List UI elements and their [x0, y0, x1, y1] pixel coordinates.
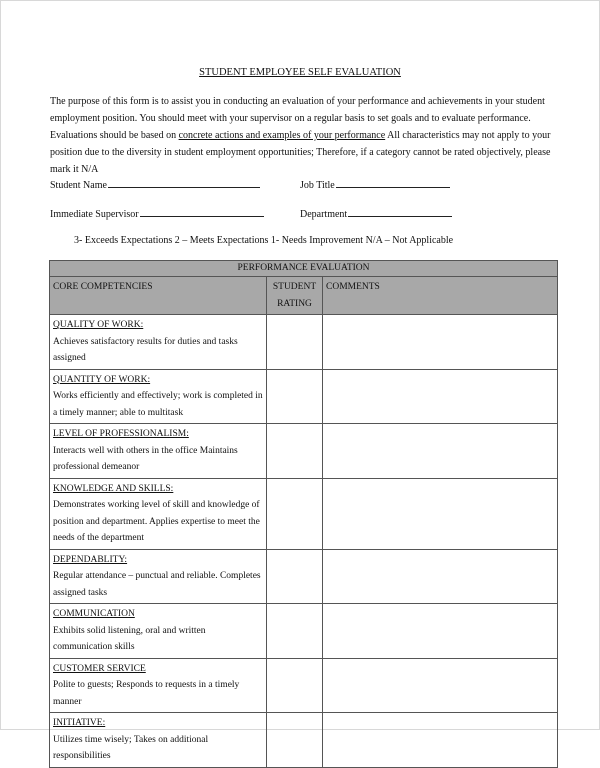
intro-paragraph: [50, 93, 555, 178]
student-name-field[interactable]: [50, 177, 260, 191]
comments-cell[interactable]: [323, 713, 558, 768]
rating-cell[interactable]: [267, 549, 323, 604]
table-header-row: [50, 277, 558, 315]
comments-cell[interactable]: [323, 478, 558, 549]
job-title-label: Job Title: [300, 180, 335, 191]
table-row: [50, 424, 558, 479]
header-core-competencies: CORE COMPETENCIES: [50, 277, 267, 315]
rating-cell[interactable]: [267, 604, 323, 659]
comments-cell[interactable]: [323, 604, 558, 659]
comments-cell[interactable]: [323, 658, 558, 713]
comments-cell[interactable]: [323, 315, 558, 370]
rating-cell[interactable]: [267, 315, 323, 370]
table-row: [50, 315, 558, 370]
comments-cell[interactable]: [323, 424, 558, 479]
comments-cell[interactable]: [323, 369, 558, 424]
field-row-supervisor-dept: [50, 206, 555, 222]
competency-description: Interacts well with others in the office Maintains professional demeanor: [53, 445, 238, 472]
table-row: [50, 604, 558, 659]
rating-scale-legend: 3- Exceeds Expectations 2 – Meets Expectations 1- Needs Improvement N/A – Not Applicable: [74, 235, 454, 246]
competency-description: Utilizes time wisely; Takes on additional responsibilities: [53, 734, 209, 761]
competency-category: KNOWLEDGE AND SKILLS:: [53, 483, 174, 494]
competency-cell: [50, 315, 267, 370]
competency-cell: [50, 369, 267, 424]
department-label: Department: [300, 209, 348, 220]
department-field[interactable]: [300, 206, 452, 220]
table-banner: PERFORMANCE EVALUATION: [50, 261, 558, 277]
document-title: STUDENT EMPLOYEE SELF EVALUATION: [199, 67, 401, 78]
job-title-field[interactable]: [300, 177, 450, 191]
immediate-supervisor-blank[interactable]: [140, 206, 264, 217]
table-row: [50, 369, 558, 424]
competency-category: DEPENDABLITY:: [53, 554, 128, 565]
table-banner-row: [50, 261, 558, 277]
competency-category: COMMUNICATION: [53, 609, 135, 619]
competency-description: Works efficiently and effectively; work is completed in a timely manner; able to multitask: [53, 391, 263, 418]
competency-cell: [50, 658, 267, 713]
competency-cell: [50, 424, 267, 479]
competency-cell: [50, 713, 267, 768]
job-title-blank[interactable]: [336, 177, 450, 188]
competency-description: Exhibits solid listening, oral and written communication skills: [53, 625, 206, 652]
table-row: [50, 658, 558, 713]
header-student-rating: STUDENT RATING: [267, 277, 323, 315]
table-row: [50, 478, 558, 549]
rating-cell[interactable]: [267, 478, 323, 549]
intro-text-part1: The purpose of this form is to assist you in conducting an evaluation of your performance and achievements in your student employment position. You should meet with your supervisor on a regular basis to set goals and to evaluate performance. Evaluations should be based on: [50, 96, 545, 141]
table-row: [50, 713, 558, 768]
rating-cell[interactable]: [267, 713, 323, 768]
student-name-label: Student Name: [50, 180, 107, 191]
competency-category: QUANTITY OF WORK:: [53, 374, 151, 385]
competency-category: QUALITY OF WORK:: [53, 320, 144, 330]
competency-category: CUSTOMER SERVICE: [53, 663, 146, 674]
rating-cell[interactable]: [267, 369, 323, 424]
department-blank[interactable]: [348, 206, 452, 217]
competency-cell: [50, 549, 267, 604]
competency-cell: [50, 478, 267, 549]
header-comments: COMMENTS: [323, 277, 558, 315]
competency-description: Polite to guests; Responds to requests in a timely manner: [53, 680, 240, 707]
field-row-name-job: [50, 177, 555, 193]
table-row: [50, 549, 558, 604]
rating-cell[interactable]: [267, 658, 323, 713]
competency-category: LEVEL OF PROFESSIONALISM:: [53, 429, 189, 439]
intro-underlined-text: concrete actions and examples of your performance: [178, 130, 386, 141]
competency-description: Regular attendance – punctual and reliable. Completes assigned tasks: [53, 571, 261, 598]
competency-description: Demonstrates working level of skill and knowledge of position and department. Applies expertise to meet the needs of the department: [53, 500, 260, 543]
immediate-supervisor-label: Immediate Supervisor: [50, 209, 139, 220]
immediate-supervisor-field[interactable]: [50, 206, 264, 220]
comments-cell[interactable]: [323, 549, 558, 604]
intro-text-part2: All characteristics may not apply to your position due to the diversity in student employment opportunities; Therefore, if a category cannot be rated objectively, please mark it N/A: [50, 130, 551, 175]
performance-evaluation-table: [49, 260, 558, 768]
student-name-blank[interactable]: [108, 177, 260, 188]
competency-description: Achieves satisfactory results for duties and tasks assigned: [53, 336, 238, 363]
competency-cell: [50, 604, 267, 659]
rating-cell[interactable]: [267, 424, 323, 479]
competency-category: INITIATIVE:: [53, 718, 106, 728]
